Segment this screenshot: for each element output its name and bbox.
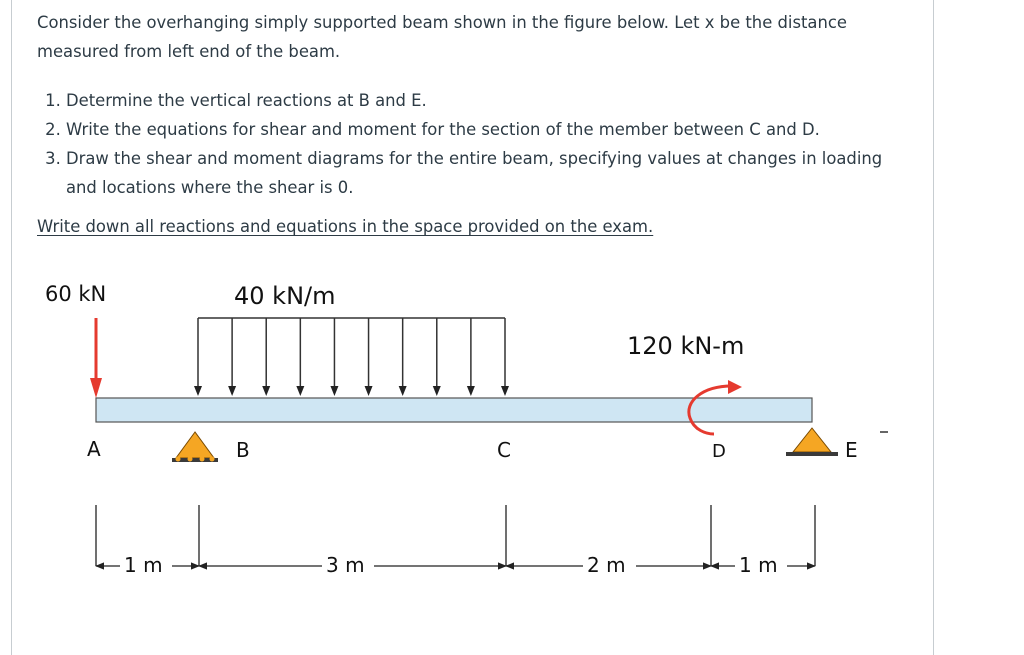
point-load-label: 60 kN bbox=[45, 282, 107, 306]
moment-label: 120 kN-m bbox=[627, 332, 745, 360]
distributed-load-label: 40 kN/m bbox=[234, 282, 336, 310]
udl-arrow-head bbox=[296, 386, 304, 396]
udl-arrow-head bbox=[433, 386, 441, 396]
point-label-e: E bbox=[845, 438, 858, 462]
udl-arrow-head bbox=[501, 386, 509, 396]
udl-arrow-head bbox=[330, 386, 338, 396]
udl-arrow-head bbox=[262, 386, 270, 396]
point-label-d: D bbox=[712, 441, 726, 462]
udl-arrow-head bbox=[399, 386, 407, 396]
dimension-line bbox=[96, 505, 815, 566]
dimension-label-bc: 3 m bbox=[326, 553, 365, 577]
point-label-c: C bbox=[497, 438, 511, 462]
dimension-label-ab: 1 m bbox=[124, 553, 163, 577]
question-item: 2. Write the equations for shear and moment for the section of the member between C and D. bbox=[66, 115, 917, 144]
point-label-b: B bbox=[236, 438, 250, 462]
dimension-label-cd: 2 m bbox=[587, 553, 626, 577]
dimension-label-de: 1 m bbox=[739, 553, 778, 577]
question-item: 3. Draw the shear and moment diagrams for the entire beam, specifying values at changes in loading and locations where the shear is 0. bbox=[66, 144, 917, 202]
udl-arrow-head bbox=[467, 386, 475, 396]
roller-support-b bbox=[172, 432, 218, 462]
udl-arrow-head bbox=[365, 386, 373, 396]
problem-intro: Consider the overhanging simply supported beam shown in the figure below. Let x be the distance measured from left end of the beam. bbox=[37, 13, 847, 61]
point-load-arrow bbox=[90, 318, 102, 398]
distributed-load bbox=[194, 318, 509, 396]
udl-arrow-head bbox=[194, 386, 202, 396]
udl-arrow-head bbox=[228, 386, 236, 396]
beam bbox=[96, 398, 812, 422]
question-item: 1. Determine the vertical reactions at B and E. bbox=[66, 86, 917, 115]
exam-instruction: Write down all reactions and equations in the space provided on the exam. bbox=[37, 217, 654, 236]
point-label-a: A bbox=[87, 437, 101, 461]
pin-support-e bbox=[786, 428, 838, 456]
